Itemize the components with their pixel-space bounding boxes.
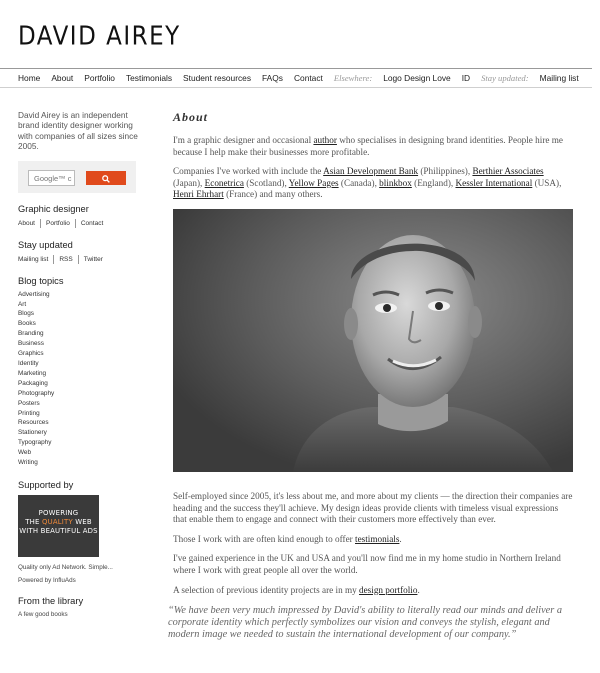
client-link-henri-ehrhart[interactable]: Henri Ehrhart	[173, 189, 224, 200]
topic-art[interactable]: Art	[18, 300, 27, 308]
about-paragraph: Self-employed since 2005, it's less about me, and more about my clients — the direction their companies are heading and the success they'll achieve. My design ideas provide clients with timeless visual expressions that enable them to engage and connect with their customers more effectively than ever.	[173, 490, 573, 525]
client-quote: “We have been very much impressed by David's ability to literally read our minds and deliver a corporate identity which perfectly symbolizes our vision and conveys the stylish, elegant and modern image we needed to sustain the international development of our company.”	[168, 605, 562, 640]
link-rss[interactable]: RSS	[59, 255, 73, 263]
author-link[interactable]: author	[313, 135, 337, 145]
nav-portfolio[interactable]: Portfolio	[84, 73, 115, 83]
topic-graphics[interactable]: Graphics	[18, 350, 44, 358]
client-link-adb[interactable]: Asian Development Bank	[323, 166, 419, 177]
nav-home[interactable]: Home	[18, 73, 41, 83]
topic-web[interactable]: Web	[18, 449, 32, 457]
portrait-photo	[173, 209, 573, 472]
clients-paragraph: Companies I've worked with include the Asian Development Bank (Philippines), Berthier Associates (Japan), Econetrica (Scotland), Yellow Pages (Canada), blinkbox (England), Kessler International (USA), Henri Ehrhart (France) and many others.	[173, 166, 562, 200]
topic-business[interactable]: Business	[18, 340, 44, 348]
sponsor-ad-banner[interactable]	[18, 495, 99, 557]
link-contact[interactable]: Contact	[80, 219, 104, 227]
blog-topics-heading: Blog topics	[18, 275, 64, 286]
top-navigation	[0, 68, 592, 88]
portfolio-paragraph: A selection of previous identity projects are in my design portfolio.	[173, 584, 420, 595]
design-portfolio-link[interactable]: design portfolio	[359, 584, 418, 595]
page-title: About	[173, 110, 209, 124]
search-input[interactable]: Google™ c	[28, 170, 75, 186]
link-portfolio[interactable]: Portfolio	[46, 219, 70, 227]
topic-photography[interactable]: Photography	[18, 389, 55, 397]
sidebar-intro: David Airey is an independent brand identity designer working with companies of all sizes since 2005.	[18, 110, 138, 152]
ad-line-2: THE QUALITY WEB	[25, 517, 92, 526]
client-link-kessler[interactable]: Kessler International	[455, 177, 533, 188]
ad-caption[interactable]: Quality only Ad Network. Simple...	[18, 563, 113, 571]
intro-paragraph: I'm a graphic designer and occasional author who specialises in designing brand identities. People hire me because I help make their businesses more profitable.	[173, 135, 563, 157]
client-link-blinkbox[interactable]: blinkbox	[379, 177, 412, 188]
topic-posters[interactable]: Posters	[18, 399, 40, 407]
divider	[78, 255, 79, 264]
divider	[40, 219, 41, 228]
library-subtitle: A few good books	[18, 610, 68, 618]
nav-faqs[interactable]: FAQs	[262, 73, 283, 83]
topic-resources[interactable]: Resources	[18, 419, 49, 427]
testimonials-paragraph: Those I work with are often kind enough to offer testimonials.	[173, 533, 402, 544]
nav-mailing-list[interactable]: Mailing list	[539, 73, 579, 83]
nav-about[interactable]: About	[51, 73, 74, 83]
nav-student-resources[interactable]: Student resources	[183, 73, 252, 83]
topic-stationery[interactable]: Stationery	[18, 429, 47, 437]
topic-identity[interactable]: Identity	[18, 359, 39, 367]
blog-topics-list	[18, 290, 138, 468]
search-button[interactable]	[86, 171, 126, 185]
ad-line-3: WITH BEAUTIFUL ADS	[19, 526, 98, 535]
topic-printing[interactable]: Printing	[18, 409, 40, 417]
ad-powered-by[interactable]: Powered by InfluAds	[18, 576, 76, 584]
nav-contact[interactable]: Contact	[293, 73, 323, 83]
divider	[53, 255, 54, 264]
nav-elsewhere-label: Elsewhere:	[333, 73, 373, 83]
graphic-designer-heading: Graphic designer	[18, 203, 89, 214]
sidebar	[18, 110, 138, 618]
testimonials-link[interactable]: testimonials	[355, 533, 400, 544]
nav-testimonials[interactable]: Testimonials	[125, 73, 173, 83]
nav-logo-design-love[interactable]: Logo Design Love	[383, 73, 451, 83]
graphic-designer-links	[18, 219, 138, 228]
link-about[interactable]: About	[18, 219, 35, 227]
site-logo[interactable]: DAVID AIREY	[18, 22, 181, 52]
topic-books[interactable]: Books	[18, 320, 36, 328]
client-link-yellow-pages[interactable]: Yellow Pages	[288, 177, 339, 188]
topic-advertising[interactable]: Advertising	[18, 290, 50, 298]
nav-stay-updated-label: Stay updated:	[481, 73, 529, 83]
topic-writing[interactable]: Writing	[18, 459, 38, 467]
search-box	[18, 161, 136, 193]
link-twitter[interactable]: Twitter	[83, 255, 103, 263]
topic-typography[interactable]: Typography	[18, 439, 52, 447]
client-link-berthier[interactable]: Berthier Associates	[472, 166, 544, 177]
library-heading: From the library	[18, 595, 84, 606]
topic-marketing[interactable]: Marketing	[18, 369, 47, 377]
ad-line-1: POWERING	[38, 508, 79, 517]
search-icon	[102, 175, 110, 183]
topic-branding[interactable]: Branding	[18, 330, 44, 338]
topic-blogs[interactable]: Blogs	[18, 310, 34, 318]
experience-paragraph: I've gained experience in the UK and USA and you'll now find me in my home studio in Northern Ireland where I work with great people all over the world.	[173, 553, 561, 575]
main-content	[168, 110, 573, 641]
client-link-econetrica[interactable]: Econetrica	[204, 177, 244, 188]
stay-updated-heading: Stay updated	[18, 239, 73, 250]
divider	[75, 219, 76, 228]
supported-by-heading: Supported by	[18, 479, 74, 490]
stay-updated-links	[18, 255, 138, 264]
topic-packaging[interactable]: Packaging	[18, 379, 48, 387]
link-mailing-list[interactable]: Mailing list	[18, 255, 49, 263]
nav-id[interactable]: ID	[461, 73, 471, 83]
